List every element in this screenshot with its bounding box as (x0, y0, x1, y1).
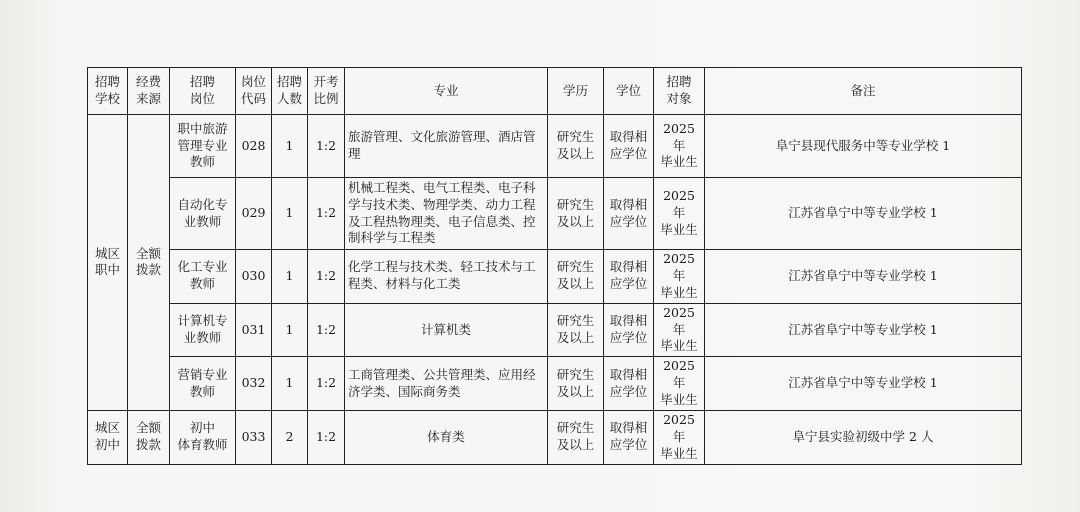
header-degree: 学位 (604, 68, 654, 115)
header-education: 学历 (548, 68, 604, 115)
header-code: 岗位 代码 (236, 68, 272, 115)
cell-school: 城区 职中 (88, 115, 128, 411)
cell-major: 旅游管理、文化旅游管理、酒店管理 (345, 115, 548, 178)
cell-position: 营销专业 教师 (170, 357, 236, 411)
cell-degree: 取得相 应学位 (604, 115, 654, 178)
cell-count: 1 (272, 178, 308, 250)
cell-position: 职中旅游 管理专业 教师 (170, 115, 236, 178)
cell-target: 2025 年 毕业生 (654, 357, 705, 411)
cell-degree: 取得相 应学位 (604, 250, 654, 304)
cell-count: 1 (272, 250, 308, 304)
cell-code: 028 (236, 115, 272, 178)
cell-ratio: 1:2 (308, 178, 345, 250)
cell-ratio: 1:2 (308, 115, 345, 178)
cell-target: 2025 年 毕业生 (654, 250, 705, 304)
cell-education: 研究生 及以上 (548, 250, 604, 304)
cell-target: 2025 年 毕业生 (654, 410, 705, 464)
cell-code: 029 (236, 178, 272, 250)
cell-position: 计算机专 业教师 (170, 303, 236, 357)
cell-remarks: 阜宁县实验初级中学 2 人 (705, 410, 1022, 464)
cell-degree: 取得相 应学位 (604, 178, 654, 250)
header-major: 专业 (345, 68, 548, 115)
cell-funding: 全额 拨款 (128, 410, 170, 464)
header-ratio: 开考 比例 (308, 68, 345, 115)
cell-count: 1 (272, 115, 308, 178)
cell-degree: 取得相 应学位 (604, 357, 654, 411)
cell-ratio: 1:2 (308, 410, 345, 464)
recruitment-table (87, 67, 1022, 465)
cell-remarks: 江苏省阜宁中等专业学校 1 (705, 178, 1022, 250)
header-position: 招聘 岗位 (170, 68, 236, 115)
cell-major: 机械工程类、电气工程类、电子科学与技术类、物理学类、动力工程及工程热物理类、电子信息类、控制科学与工程类 (345, 178, 548, 250)
cell-major: 工商管理类、公共管理类、应用经济学类、国际商务类 (345, 357, 548, 411)
cell-education: 研究生 及以上 (548, 303, 604, 357)
header-school: 招聘 学校 (88, 68, 128, 115)
cell-degree: 取得相 应学位 (604, 410, 654, 464)
cell-code: 032 (236, 357, 272, 411)
cell-major: 计算机类 (345, 303, 548, 357)
header-count: 招聘 人数 (272, 68, 308, 115)
table-row (88, 410, 1022, 464)
cell-count: 1 (272, 303, 308, 357)
cell-education: 研究生 及以上 (548, 178, 604, 250)
cell-funding: 全额 拨款 (128, 115, 170, 411)
cell-major: 体育类 (345, 410, 548, 464)
table-row (88, 178, 1022, 250)
cell-remarks: 江苏省阜宁中等专业学校 1 (705, 357, 1022, 411)
cell-remarks: 江苏省阜宁中等专业学校 1 (705, 250, 1022, 304)
table-row (88, 250, 1022, 304)
cell-remarks: 江苏省阜宁中等专业学校 1 (705, 303, 1022, 357)
header-target: 招聘 对象 (654, 68, 705, 115)
cell-ratio: 1:2 (308, 250, 345, 304)
cell-ratio: 1:2 (308, 303, 345, 357)
cell-education: 研究生 及以上 (548, 357, 604, 411)
cell-target: 2025 年 毕业生 (654, 178, 705, 250)
cell-target: 2025 年 毕业生 (654, 303, 705, 357)
header-funding: 经费 来源 (128, 68, 170, 115)
cell-code: 031 (236, 303, 272, 357)
cell-education: 研究生 及以上 (548, 115, 604, 178)
cell-position: 化工专业 教师 (170, 250, 236, 304)
cell-degree: 取得相 应学位 (604, 303, 654, 357)
cell-count: 1 (272, 357, 308, 411)
cell-position: 自动化专 业教师 (170, 178, 236, 250)
table-row (88, 115, 1022, 178)
header-remarks: 备注 (705, 68, 1022, 115)
cell-school: 城区 初中 (88, 410, 128, 464)
header-row (88, 68, 1022, 115)
cell-code: 030 (236, 250, 272, 304)
cell-position: 初中 体育教师 (170, 410, 236, 464)
cell-count: 2 (272, 410, 308, 464)
table-row (88, 357, 1022, 411)
cell-target: 2025 年 毕业生 (654, 115, 705, 178)
table-row (88, 303, 1022, 357)
cell-major: 化学工程与技术类、轻工技术与工程类、材料与化工类 (345, 250, 548, 304)
cell-remarks: 阜宁县现代服务中等专业学校 1 (705, 115, 1022, 178)
cell-ratio: 1:2 (308, 357, 345, 411)
cell-education: 研究生 及以上 (548, 410, 604, 464)
cell-code: 033 (236, 410, 272, 464)
